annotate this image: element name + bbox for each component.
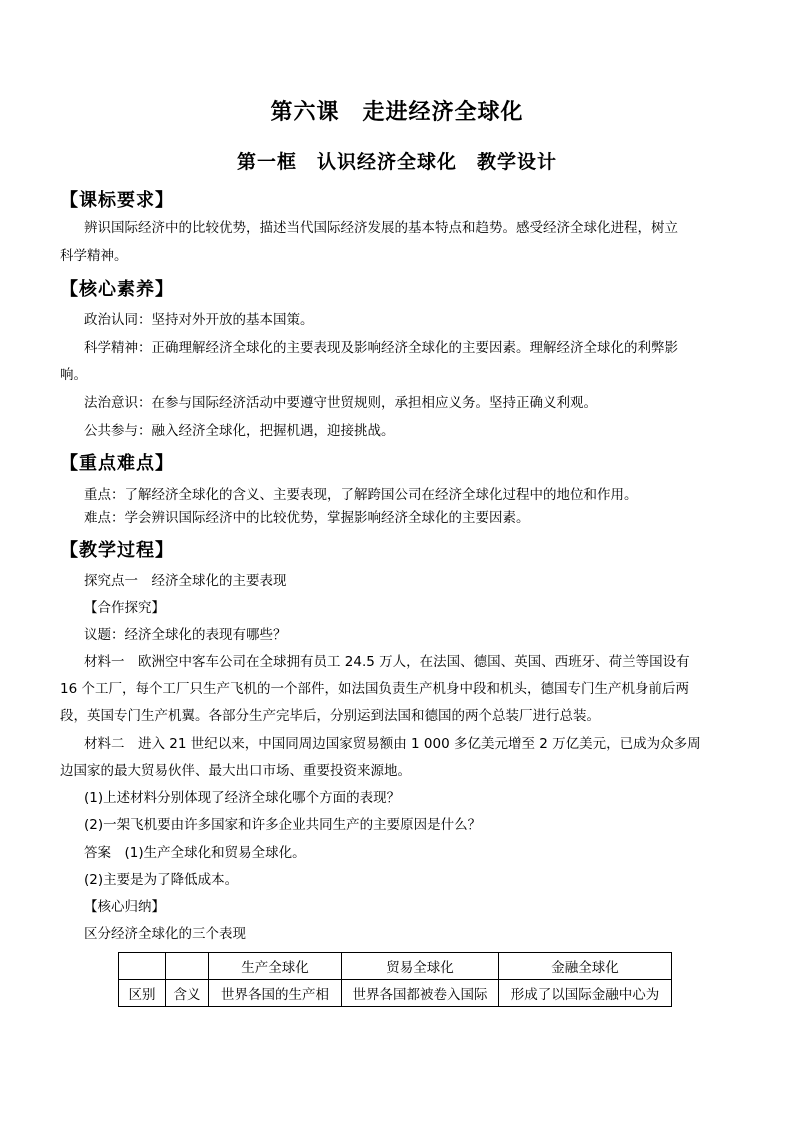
comparison-table xyxy=(118,952,672,1007)
kebiao-text-line2: 科学精神。 xyxy=(60,248,128,264)
lesson-subtitle: 第一框 认识经济全球化 教学设计 xyxy=(236,151,557,173)
cailiao2-line2: 边国家的最大贸易伙伴、最大出口市场、重要投资来源地。 xyxy=(60,763,411,779)
section-heading-jiaoxue: 【教学过程】 xyxy=(60,540,174,561)
hexin-gonggong: 公共参与：融入经济全球化，把握机遇，迎接挑战。 xyxy=(84,423,395,439)
hexin-zhengzhi: 政治认同：坚持对外开放的基本国策。 xyxy=(84,312,314,328)
table-cell: 世界各国都被卷入国际 xyxy=(342,980,499,1007)
zhongdian-text: 重点：了解经济全球化的含义、主要表现，了解跨国公司在经济全球化过程中的地位和作用。 xyxy=(84,487,638,503)
cailiao2-line1: 材料二 进入 21 世纪以来，中国同周边国家贸易额由 1 000 多亿美元增至 2 万亿美元，已成为众多周 xyxy=(84,736,701,752)
guina-heading: 【核心归纳】 xyxy=(84,899,165,915)
lesson-title: 第六课 走进经济全球化 xyxy=(270,99,524,125)
section-heading-hexin: 【核心素养】 xyxy=(60,279,174,300)
nandian-text: 难点：学会辨识国际经济中的比较优势，掌握影响经济全球化的主要因素。 xyxy=(84,510,530,526)
table-cell: 世界各国的生产相 xyxy=(209,980,342,1007)
hexin-fazhi: 法治意识：在参与国际经济活动中要遵守世贸规则，承担相应义务。坚持正确义利观。 xyxy=(84,395,597,411)
table-cell: 区别 xyxy=(119,980,166,1007)
table-cell: 含义 xyxy=(166,980,209,1007)
yiti-text: 议题：经济全球化的表现有哪些？ xyxy=(84,627,287,643)
cailiao1-line3: 段，英国专门生产机翼。各部分生产完毕后，分别运到法国和德国的两个总装厂进行总装。 xyxy=(60,708,600,724)
question-1: (1)上述材料分别体现了经济全球化哪个方面的表现？ xyxy=(84,790,401,806)
answer-1: 答案 (1)生产全球化和贸易全球化。 xyxy=(84,845,306,861)
table-header-cell: 生产全球化 xyxy=(209,953,342,980)
kebiao-text-line1: 辨识国际经济中的比较优势，描述当代国际经济发展的基本特点和趋势。感受经济全球化进程，树立 xyxy=(84,220,678,236)
table-cell: 形成了以国际金融中心为 xyxy=(499,980,672,1007)
tanjiu-heading: 探究点一 经济全球化的主要表现 xyxy=(84,573,287,589)
table-header-cell xyxy=(119,953,166,980)
hexin-kexue-line2: 响。 xyxy=(60,367,87,383)
table-row xyxy=(119,980,672,1007)
question-2: (2)一架飞机要由许多国家和许多企业共同生产的主要原因是什么？ xyxy=(84,817,482,833)
section-heading-zhongdian: 【重点难点】 xyxy=(60,453,174,474)
table-header-cell xyxy=(166,953,209,980)
cailiao1-line2: 16 个工厂，每个工厂只生产飞机的一个部件，如法国负责生产机身中段和机头，德国专门生产机身前后两 xyxy=(60,681,689,697)
hezuo-heading: 【合作探究】 xyxy=(84,600,165,616)
section-heading-kebiao: 【课标要求】 xyxy=(60,190,174,211)
cailiao1-line1: 材料一 欧洲空中客车公司在全球拥有员工 24.5 万人，在法国、德国、英国、西班牙、荷兰等国设有 xyxy=(84,654,690,670)
answer-2: (2)主要是为了降低成本。 xyxy=(84,872,239,888)
hexin-kexue-line1: 科学精神：正确理解经济全球化的主要表现及影响经济全球化的主要因素。理解经济全球化的利弊影 xyxy=(84,340,678,356)
table-header-cell: 金融全球化 xyxy=(499,953,672,980)
table-header-row xyxy=(119,953,672,980)
qufen-text: 区分经济全球化的三个表现 xyxy=(84,926,246,942)
table-header-cell: 贸易全球化 xyxy=(342,953,499,980)
